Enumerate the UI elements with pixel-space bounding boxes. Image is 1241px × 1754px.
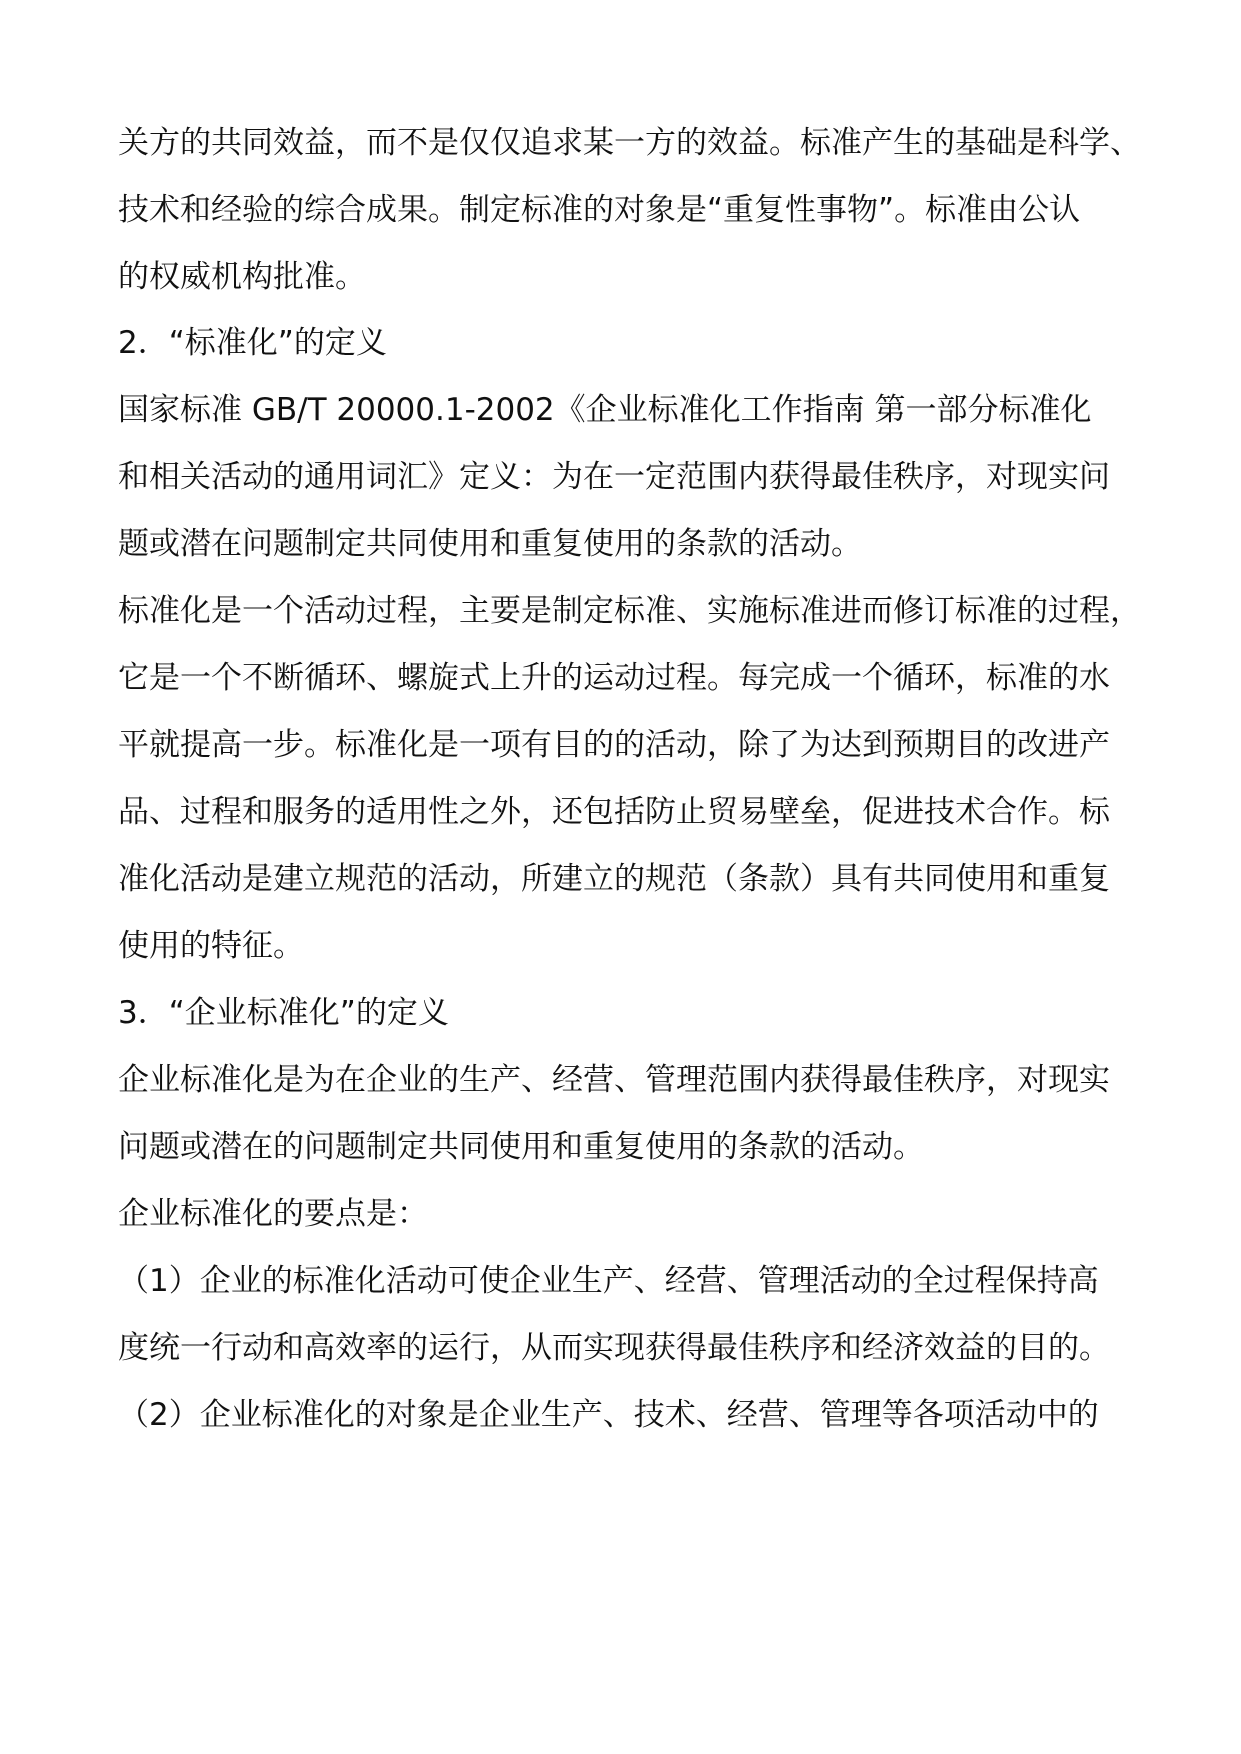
list-item-1-line-2: 度统一行动和高效率的运行，从而实现获得最佳秩序和经济效益的目的。 [118,1330,1110,1366]
list-item-2-line-1: （2）企业标准化的对象是企业生产、技术、经营、管理等各项活动中的 [118,1397,1099,1433]
text-line-1: 关方的共同效益，而不是仅仅追求某一方的效益。标准产生的基础是科学、 [118,125,1141,161]
text-line-2: 技术和经验的综合成果。制定标准的对象是“重复性事物”。标准由公认 [118,192,1081,228]
section-heading-3: 3．“企业标准化”的定义 [118,995,449,1031]
text-line-16: 问题或潜在的问题制定共同使用和重复使用的条款的活动。 [118,1129,924,1165]
text-line-3: 的权威机构批准。 [118,259,366,295]
section-heading-2: 2．“标准化”的定义 [118,325,387,361]
text-line-15: 企业标准化是为在企业的生产、经营、管理范围内获得最佳秩序，对现实 [118,1062,1110,1098]
text-line-13: 使用的特征。 [118,928,304,964]
text-line-9: 它是一个不断循环、螺旋式上升的运动过程。每完成一个循环，标准的水 [118,660,1110,696]
text-line-8: 标准化是一个活动过程，主要是制定标准、实施标准进而修订标准的过程， [118,593,1141,629]
text-line-10: 平就提高一步。标准化是一项有目的的活动，除了为达到预期目的改进产 [118,727,1110,763]
list-item-1-line-1: （1）企业的标准化活动可使企业生产、经营、管理活动的全过程保持高 [118,1263,1099,1299]
text-line-11: 品、过程和服务的适用性之外，还包括防止贸易壁垒，促进技术合作。标 [118,794,1110,830]
text-line-17: 企业标准化的要点是： [118,1196,428,1232]
text-line-7: 题或潜在问题制定共同使用和重复使用的条款的活动。 [118,526,862,562]
text-line-12: 准化活动是建立规范的活动，所建立的规范（条款）具有共同使用和重复 [118,861,1110,897]
text-line-5: 国家标准 GB/T 20000.1-2002《企业标准化工作指南 第一部分标准化 [118,392,1092,428]
text-line-6: 和相关活动的通用词汇》定义：为在一定范围内获得最佳秩序，对现实问 [118,459,1110,495]
